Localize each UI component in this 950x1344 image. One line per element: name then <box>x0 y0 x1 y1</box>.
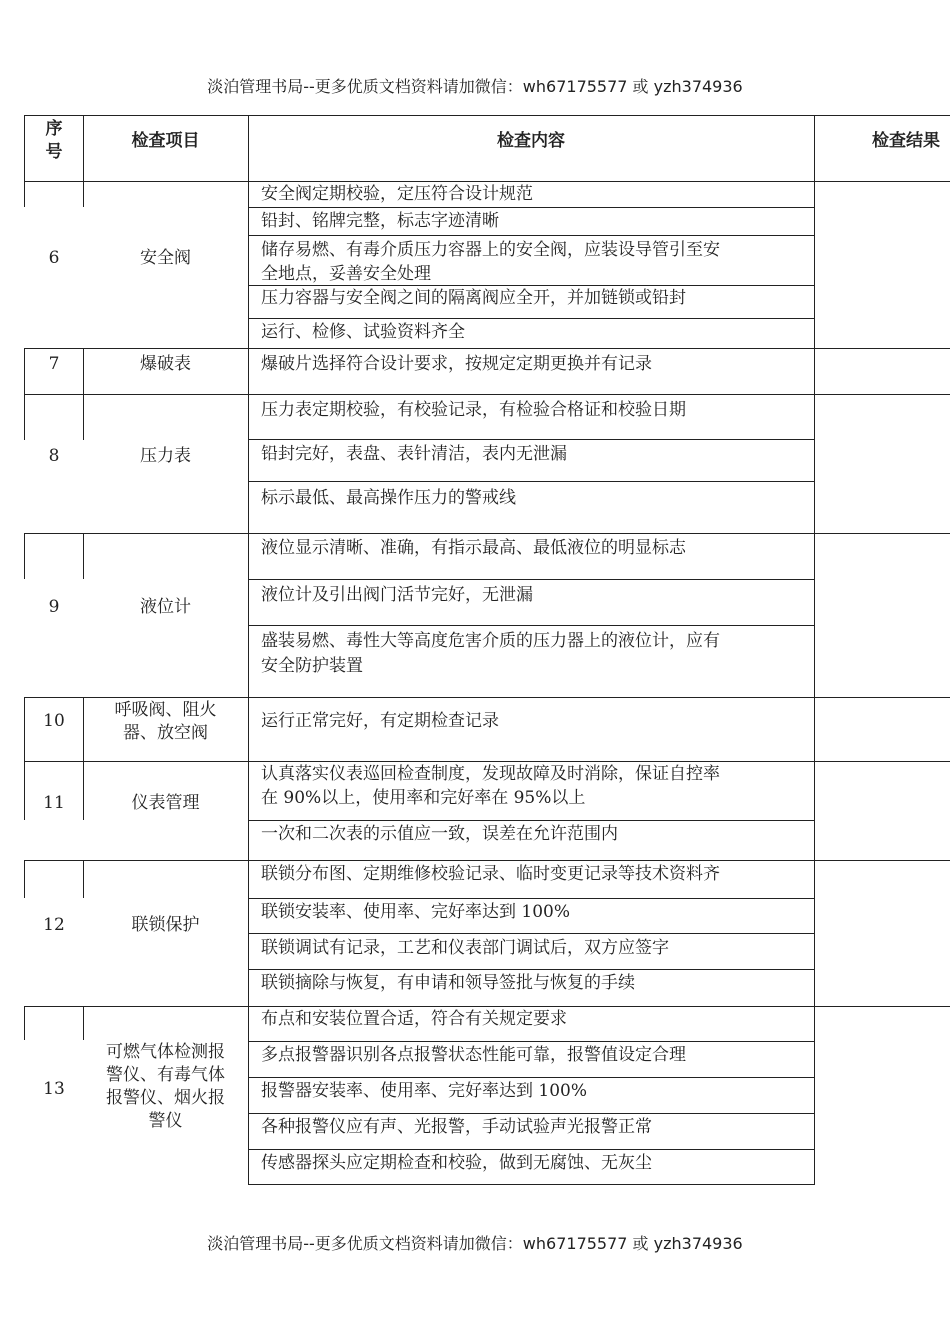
header-result: 检查结果 <box>872 131 940 151</box>
row-content: 传感器探头应定期检查和校验，做到无腐蚀、无灰尘 <box>261 1153 652 1173</box>
row-item: 液位计 <box>140 597 191 617</box>
content-separator <box>248 439 815 440</box>
row-separator <box>24 860 950 861</box>
row-separator <box>24 761 950 762</box>
row-no: 8 <box>48 446 60 466</box>
row-content: 联锁安装率、使用率、完好率达到 100% <box>261 902 571 922</box>
grid-line <box>24 860 25 898</box>
content-separator <box>248 207 815 208</box>
row-item: 爆破表 <box>140 354 191 374</box>
grid-line <box>83 533 84 579</box>
content-separator <box>248 1149 815 1150</box>
content-separator <box>248 969 815 970</box>
grid-line <box>83 182 84 207</box>
content-separator <box>248 481 815 482</box>
row-content: 铅封完好，表盘、表针清洁，表内无泄漏 <box>261 444 567 464</box>
row-no: 11 <box>43 793 65 813</box>
grid-line <box>24 394 25 440</box>
row-content: 联锁分布图、定期维修校验记录、临时变更记录等技术资料齐 <box>261 864 720 884</box>
row-content: 布点和安装位置合适，符合有关规定要求 <box>261 1009 567 1029</box>
row-content: 安全防护装置 <box>261 656 363 676</box>
grid-line <box>83 860 84 898</box>
grid-line <box>24 533 25 579</box>
row-content: 认真落实仪表巡回检查制度，发现故障及时消除，保证自控率 <box>261 764 720 784</box>
grid-line <box>83 1006 84 1040</box>
row-content: 在 90%以上，使用率和完好率在 95%以上 <box>261 788 586 808</box>
row-content: 各种报警仪应有声、光报警，手动试验声光报警正常 <box>261 1117 652 1137</box>
row-content: 联锁摘除与恢复，有申请和领导签批与恢复的手续 <box>261 973 635 993</box>
row-no: 7 <box>48 354 60 374</box>
row-content: 报警器安装率、使用率、完好率达到 100% <box>261 1081 588 1101</box>
header-content: 检查内容 <box>497 131 565 151</box>
row-content: 液位计及引出阀门活节完好，无泄漏 <box>261 585 533 605</box>
table-bottom-border <box>248 1184 815 1185</box>
row-content: 盛装易燃、毒性大等高度危害介质的压力器上的液位计，应有 <box>261 631 720 651</box>
row-no: 10 <box>43 711 65 731</box>
row-content: 运行、检修、试验资料齐全 <box>261 322 465 342</box>
row-content: 标示最低、最高操作压力的警戒线 <box>261 488 516 508</box>
row-content: 一次和二次表的示值应一致，误差在允许范围内 <box>261 824 618 844</box>
row-content: 爆破片选择符合设计要求，按规定定期更换并有记录 <box>261 354 652 374</box>
row-content: 联锁调试有记录，工艺和仪表部门调试后，双方应签字 <box>261 938 669 958</box>
row-content: 安全阀定期校验，定压符合设计规范 <box>261 184 533 204</box>
row-separator <box>24 533 950 534</box>
row-separator <box>24 394 950 395</box>
row-content: 铅封、铭牌完整，标志字迹清晰 <box>261 211 499 231</box>
table-top-border <box>24 115 950 116</box>
row-item: 安全阀 <box>140 248 191 268</box>
row-no: 12 <box>43 915 65 935</box>
grid-line <box>24 1006 25 1040</box>
content-separator <box>248 625 815 626</box>
row-content: 压力表定期校验，有校验记录，有检验合格证和校验日期 <box>261 400 686 420</box>
header-no: 序 号 <box>45 119 63 162</box>
row-separator <box>24 1006 950 1007</box>
content-separator <box>248 820 815 821</box>
row-item: 可燃气体检测报 警仪、有毒气体 报警仪、烟火报 警仪 <box>106 1042 225 1131</box>
row-content: 储存易燃、有毒介质压力容器上的安全阀，应装设导管引至安 <box>261 240 720 260</box>
header-item: 检查项目 <box>131 131 200 151</box>
row-content: 压力容器与安全阀之间的隔离阀应全开，并加链锁或铅封 <box>261 288 686 308</box>
col-border-2 <box>248 115 249 1185</box>
row-item: 仪表管理 <box>131 793 200 813</box>
grid-line <box>83 394 84 440</box>
row-content: 全地点，妥善安全处理 <box>261 264 431 284</box>
content-separator <box>248 1077 815 1078</box>
row-item: 压力表 <box>140 446 191 466</box>
content-separator <box>248 318 815 319</box>
content-separator <box>248 933 815 934</box>
row-separator <box>24 348 950 349</box>
row-item: 呼吸阀、阻火 器、放空阀 <box>114 700 217 743</box>
col-border-3 <box>814 115 815 1185</box>
row-separator <box>24 697 950 698</box>
row-no: 6 <box>48 248 60 268</box>
grid-line <box>24 182 25 207</box>
row-content: 多点报警器识别各点报警状态性能可靠，报警值设定合理 <box>261 1045 686 1065</box>
content-separator <box>248 898 815 899</box>
content-separator <box>248 1113 815 1114</box>
content-separator <box>248 579 815 580</box>
row-no: 9 <box>48 597 60 617</box>
row-content: 运行正常完好，有定期检查记录 <box>261 711 499 731</box>
row-no: 13 <box>43 1079 65 1099</box>
content-separator <box>248 235 815 236</box>
row-content: 液位显示清晰、准确，有指示最高、最低液位的明显标志 <box>261 538 686 558</box>
header-bottom-border <box>24 181 950 182</box>
row-item: 联锁保护 <box>131 915 200 935</box>
page-header: 淡泊管理书局--更多优质文档资料请加微信：wh67175577 或 yzh374936 <box>207 77 743 96</box>
content-separator <box>248 1041 815 1042</box>
page-footer: 淡泊管理书局--更多优质文档资料请加微信：wh67175577 或 yzh374936 <box>207 1234 743 1253</box>
